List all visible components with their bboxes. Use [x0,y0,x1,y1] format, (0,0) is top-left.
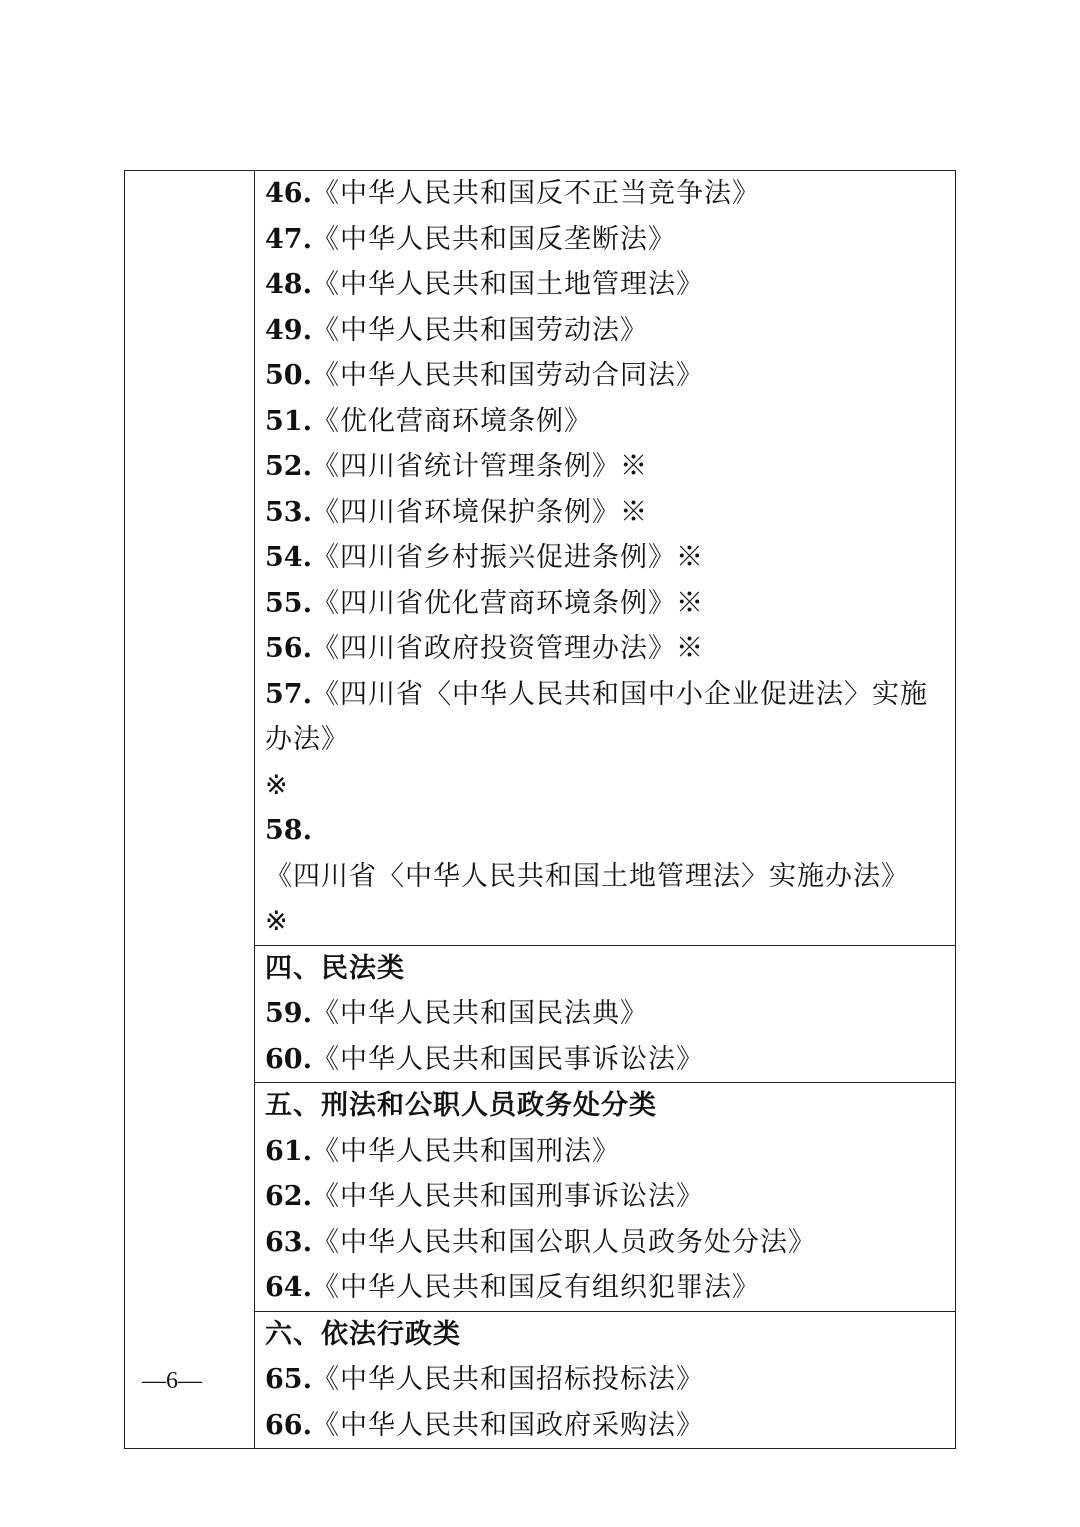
item-number: 53. [265,496,312,528]
item-title: 《四川省优化营商环境条例》※ [311,587,704,619]
table-row-section-3 [125,171,956,946]
list-item [265,490,949,536]
section-heading: 五、刑法和公职人员政务处分类 [265,1090,657,1121]
list-item [265,1357,949,1403]
item-title: 《中华人民共和国招标投标法》 [311,1364,704,1395]
list-item [265,1037,949,1083]
item-title: 《中华人民共和国民事诉讼法》 [311,1043,704,1075]
item-number: 49. [265,314,312,346]
item-title: 《中华人民共和国政府采购法》 [311,1409,704,1441]
list-item [265,353,949,399]
item-title: 《四川省统计管理条例》※ [311,451,648,482]
list-item [265,171,949,217]
item-title: 《中华人民共和国劳动合同法》 [311,360,704,391]
item-title: 《中华人民共和国刑事诉讼法》 [311,1181,704,1212]
item-number: 66. [265,1409,312,1441]
item-title: 《中华人民共和国反垄断法》 [311,223,676,255]
item-title: 《四川省乡村振兴促进条例》※ [311,542,704,573]
section-4-list [265,991,949,1082]
list-item [265,1403,949,1449]
item-number: 59. [265,998,312,1029]
item-number: 51. [265,405,312,437]
list-item: 58.《四川省〈中华人民共和国土地管理法〉实施办法》 ※ [265,815,909,937]
item-title: 《优化营商环境条例》 [311,405,592,437]
item-number: 50. [265,360,312,391]
item-number: 48. [265,269,312,300]
list-item [265,262,949,308]
item-title: 《四川省环境保护条例》※ [311,496,648,528]
section-5-list [265,1129,949,1311]
list-item [265,1220,949,1266]
item-number: 60. [265,1043,312,1075]
list-item [265,581,949,627]
item-number: 55. [265,587,312,619]
section-6-cell [255,1311,956,1449]
section-3-list [265,171,949,672]
section-3-cell [255,171,956,946]
item-number: 46. [265,178,312,209]
item-number: 64. [265,1272,312,1303]
item-number: 47. [265,223,312,255]
item-title: 《中华人民共和国劳动法》 [311,314,648,346]
category-column [125,171,255,1449]
item-title: 《中华人民共和国反有组织犯罪法》 [311,1272,760,1303]
item-number: 63. [265,1226,312,1258]
list-item [265,399,949,445]
list-item [265,991,949,1037]
list-item [265,308,949,354]
list-item [265,444,949,490]
item-title: 《中华人民共和国土地管理法》 [311,269,704,300]
section-4-cell [255,945,956,1083]
item-number: 65. [265,1364,312,1395]
item-title: 《四川省政府投资管理办法》※ [311,633,704,664]
section-heading: 四、民法类 [265,952,405,984]
list-item [265,535,949,581]
item-title: 《中华人民共和国公职人员政务处分法》 [311,1226,816,1258]
item-title: 《中华人民共和国反不正当竞争法》 [311,178,760,209]
item-number: 62. [265,1181,312,1212]
list-item: 57.《四川省〈中华人民共和国中小企业促进法〉实施办法》 ※ [265,678,928,801]
list-item [265,1174,949,1220]
item-number: 52. [265,451,312,482]
item-number: 56. [265,633,312,664]
section-5-cell [255,1083,956,1312]
section-6-list [265,1357,949,1448]
page-number: —6— [142,1368,202,1394]
list-item [265,1265,949,1311]
list-item [265,1129,949,1175]
item-title: 《中华人民共和国民法典》 [311,998,648,1029]
item-title: 《中华人民共和国刑法》 [311,1135,620,1167]
list-item [265,626,949,672]
list-item [265,217,949,263]
item-number: 61. [265,1135,312,1167]
law-list-table [124,170,956,1449]
section-heading: 六、依法行政类 [265,1318,461,1350]
item-number: 54. [265,542,312,573]
